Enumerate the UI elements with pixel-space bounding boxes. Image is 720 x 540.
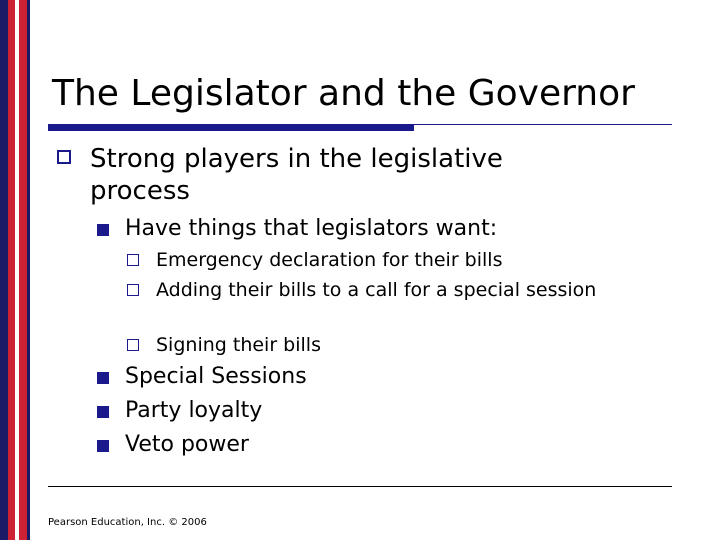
footer-divider bbox=[48, 486, 672, 487]
hollow-square-icon bbox=[57, 150, 71, 164]
hollow-square-icon bbox=[127, 254, 139, 266]
filled-square-icon bbox=[97, 372, 109, 384]
filled-square-icon bbox=[97, 406, 109, 418]
left-stripe-navy-inner bbox=[27, 0, 30, 540]
sub-sub-bullet-text: Emergency declaration for their bills bbox=[156, 249, 503, 271]
filled-square-icon bbox=[97, 224, 109, 236]
hollow-square-icon bbox=[127, 284, 139, 296]
sub-sub-bullet-text: Signing their bills bbox=[156, 334, 321, 356]
bullet-text: Strong players in the legislative process bbox=[90, 144, 503, 206]
sub-bullet-text: Special Sessions bbox=[125, 364, 307, 389]
filled-square-icon bbox=[97, 440, 109, 452]
sub-bullet-text: Party loyalty bbox=[125, 398, 263, 423]
title-underline-thick bbox=[48, 124, 414, 131]
hollow-square-icon bbox=[127, 339, 139, 351]
slide-title: The Legislator and the Governor bbox=[52, 73, 635, 114]
footer-copyright: Pearson Education, Inc. © 2006 bbox=[48, 517, 207, 528]
sub-bullet-text: Have things that legislators want: bbox=[125, 216, 498, 241]
sub-sub-bullet-text: Adding their bills to a call for a special session bbox=[156, 279, 597, 301]
title-underline-thin bbox=[414, 124, 672, 125]
left-stripe-red bbox=[8, 0, 15, 540]
sub-bullet-text: Veto power bbox=[125, 432, 249, 457]
left-stripe-navy bbox=[0, 0, 8, 540]
left-stripe-red-inner bbox=[19, 0, 27, 540]
